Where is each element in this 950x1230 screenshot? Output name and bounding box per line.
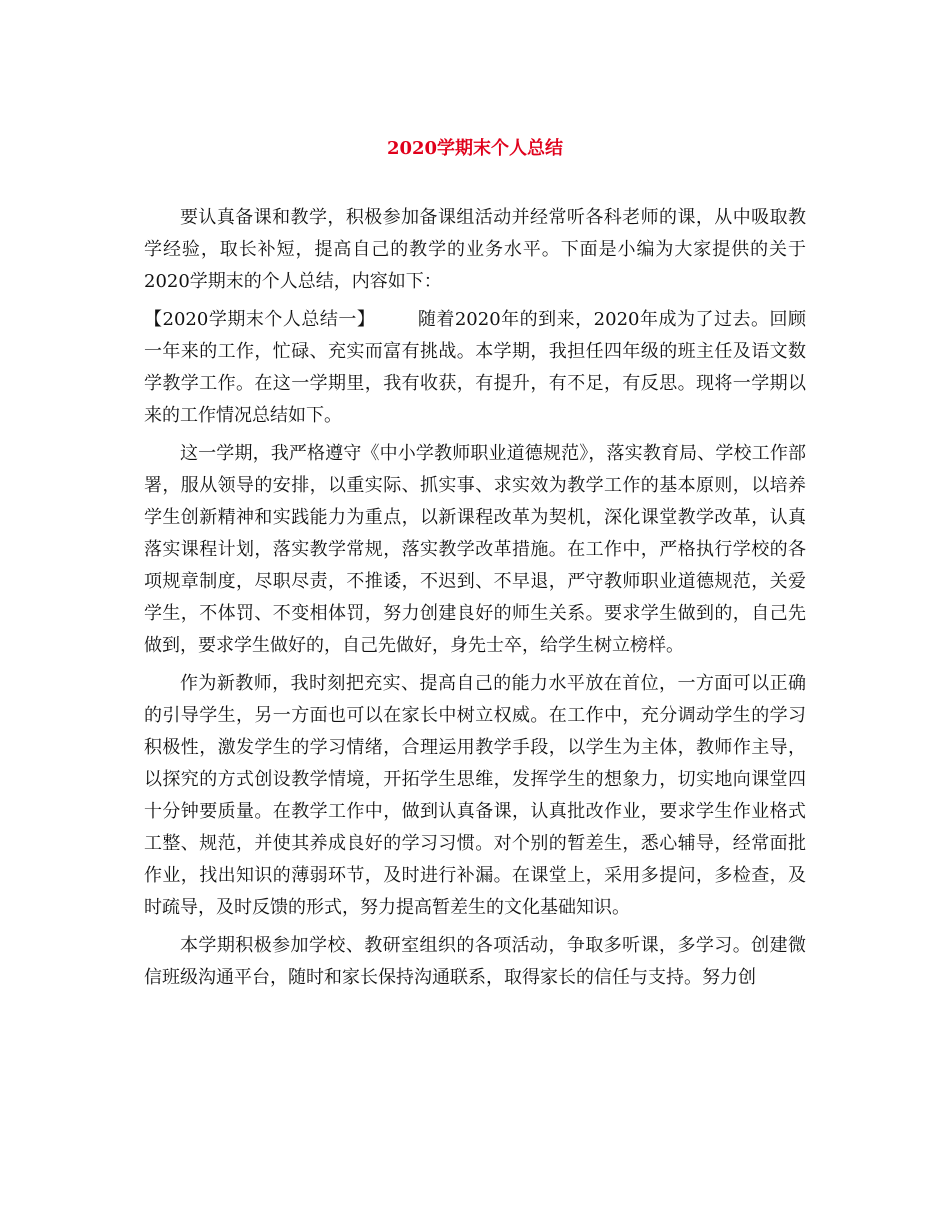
body-paragraph-2: 作为新教师，我时刻把充实、提高自己的能力水平放在首位，一方面可以正确的引导学生，另一方面也可以在家长中树立权威。在工作中，充分调动学生的学习积极性，激发学生的学习情绪，合理运用教学手段，以学生为主体，教师作主导，以探究的方式创设教学情境，开拓学生思维，发挥学生的想象力，切实地向课堂四十分钟要质量。在教学工作中，做到认真备课，认真批改作业，要求学生作业格式工整、规范，并使其养成良好的学习习惯。对个别的暂差生，悉心辅导，经常面批作业，找出知识的薄弱环节，及时进行补漏。在课堂上，采用多提问，多检查，及时疏导，及时反馈的形式，努力提高暂差生的文化基础知识。: [144, 673, 806, 918]
section-heading: 【2020学期末个人总结一】: [144, 309, 376, 330]
document-title: 2020学期末个人总结: [386, 138, 564, 159]
document-body: [144, 202, 806, 1000]
body-paragraph-1: 这一学期，我严格遵守《中小学教师职业道德规范》，落实教育局、学校工作部署，服从领导的安排，以重实际、抓实事、求实效为教学工作的基本原则，以培养学生创新精神和实践能力为重点，以新课程改革为契机，深化课堂教学改革，认真落实课程计划，落实教学常规，落实教学改革措施。在工作中，严格执行学校的各项规章制度，尽职尽责，不推诿，不迟到、不早退，严守教师职业道德规范，关爱学生，不体罚、不变相体罚，努力创建良好的师生关系。要求学生做到的，自己先做到，要求学生做好的，自己先做好，身先士卒，给学生树立榜样。: [144, 443, 806, 656]
body-paragraph-3: 本学期积极参加学校、教研室组织的各项活动，争取多听课，多学习。创建微信班级沟通平台，随时和家长保持沟通联系，取得家长的信任与支持。努力创: [144, 935, 806, 988]
intro-paragraph: 要认真备课和教学，积极参加备课组活动并经常听各科老师的课，从中吸取教学经验，取长补短，提高自己的教学的业务水平。下面是小编为大家提供的关于2020学期末的个人总结，内容如下：: [144, 207, 806, 292]
section-one-paragraph: [144, 304, 806, 432]
section-first-text: 随着2020年的到来，2020年成为了过去。回顾一年来的工作，忙碌、充实而富有挑战。本学期，我担任四年级的班主任及语文数学教学工作。在这一学期里，我有收获，有提升，有不足，有反思。现将一学期以来的工作情况总结如下。: [144, 309, 806, 426]
